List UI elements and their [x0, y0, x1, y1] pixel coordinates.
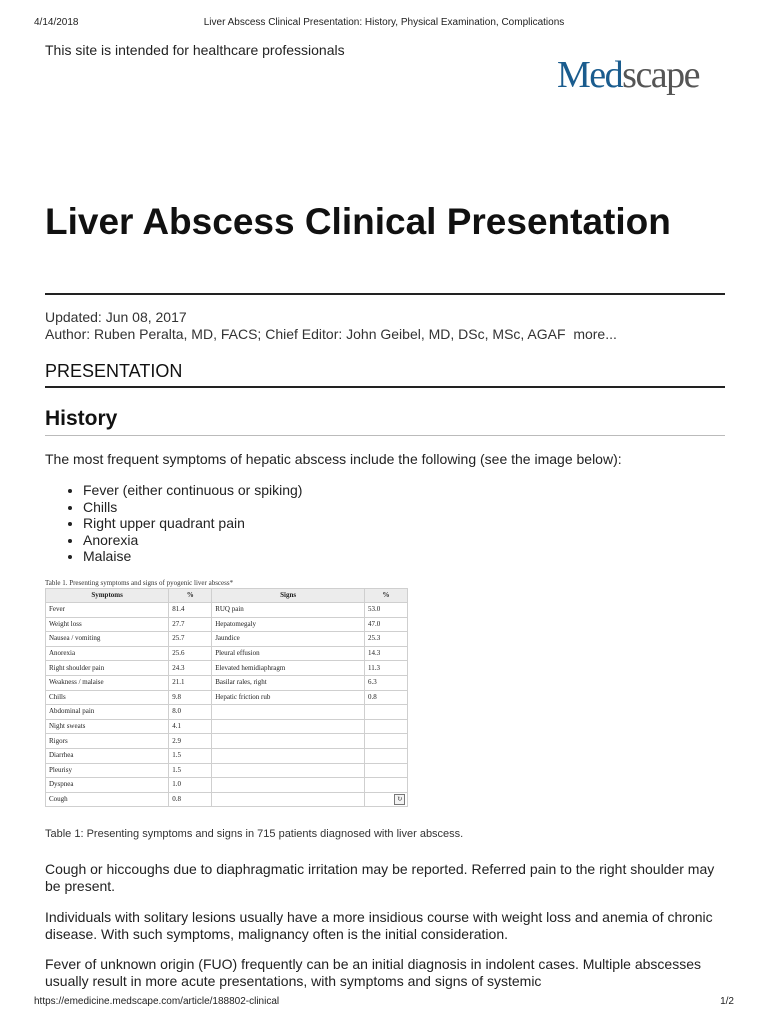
article-meta [45, 309, 617, 343]
sign-cell [212, 763, 365, 778]
list-item: • Fever (either continuous or spiking) [83, 482, 302, 499]
symptom-cell: Cough [46, 792, 169, 807]
table-row [46, 748, 408, 763]
symptom-cell: Anorexia [46, 646, 169, 661]
table-row [46, 661, 408, 676]
sign-cell [212, 719, 365, 734]
table-row [46, 617, 408, 632]
table-row [46, 763, 408, 778]
table-row [46, 675, 408, 690]
symptom-pct-cell: 1.0 [169, 778, 212, 793]
page-number: 1/2 [720, 996, 734, 1007]
symptom-cell: Nausea / vomiting [46, 632, 169, 647]
sign-pct-cell [365, 792, 408, 807]
list-item: • Chills [83, 499, 302, 516]
symptom-pct-cell: 25.7 [169, 632, 212, 647]
sign-pct-cell [365, 748, 408, 763]
sign-cell: Jaundice [212, 632, 365, 647]
table-header-row [46, 589, 408, 603]
paragraph-referred-pain: Cough or hiccoughs due to diaphragmatic irritation may be reported. Referred pain to the right shoulder may be present. [45, 861, 715, 894]
table-row [46, 778, 408, 793]
list-item: • Right upper quadrant pain [83, 515, 302, 532]
symptom-pct-cell: 2.9 [169, 734, 212, 749]
symptom-pct-cell: 25.6 [169, 646, 212, 661]
list-item: • Anorexia [83, 532, 302, 549]
section-label: PRESENTATION [45, 361, 183, 381]
header-signs-pct: % [365, 589, 408, 603]
history-intro: The most frequent symptoms of hepatic abscess include the following (see the image below): [45, 451, 622, 467]
table-caption: Table 1. Presenting symptoms and signs of pyogenic liver abscess* [45, 579, 234, 587]
expand-image-icon[interactable]: ↻ [394, 794, 405, 805]
sign-pct-cell [365, 705, 408, 720]
symptom-cell: Weakness / malaise [46, 675, 169, 690]
symptom-cell: Night sweats [46, 719, 169, 734]
sign-pct-cell: 6.3 [365, 675, 408, 690]
symptoms-table [45, 588, 408, 807]
sign-pct-cell [365, 734, 408, 749]
print-header [34, 17, 734, 31]
paragraph-solitary-lesions: Individuals with solitary lesions usually have a more insidious course with weight loss and anemia of chronic disease. With such symptoms, malignancy often is the initial consideration. [45, 909, 713, 942]
symptom-pct-cell: 4.1 [169, 719, 212, 734]
symptom-pct-cell: 24.3 [169, 661, 212, 676]
symptom-pct-cell: 27.7 [169, 617, 212, 632]
symptom-cell: Diarrhea [46, 748, 169, 763]
table-row [46, 734, 408, 749]
sign-pct-cell: 25.3 [365, 632, 408, 647]
article-title: Liver Abscess Clinical Presentation [45, 201, 671, 242]
sign-cell [212, 748, 365, 763]
sign-cell: Pleural effusion [212, 646, 365, 661]
author-line [45, 326, 617, 343]
more-link[interactable]: more... [573, 326, 617, 342]
header-signs: Signs [212, 589, 365, 603]
symptom-pct-cell: 81.4 [169, 603, 212, 618]
symptom-cell: Dyspnea [46, 778, 169, 793]
figure-caption: Table 1: Presenting symptoms and signs in 715 patients diagnosed with liver abscess. [45, 828, 464, 840]
sign-cell [212, 792, 365, 807]
list-item: • Malaise [83, 548, 302, 565]
symptom-cell: Right shoulder pain [46, 661, 169, 676]
symptom-pct-cell: 21.1 [169, 675, 212, 690]
sign-pct-cell: 0.8 [365, 690, 408, 705]
section-divider [45, 386, 725, 388]
history-heading: History [45, 407, 118, 430]
sign-cell: RUQ pain [212, 603, 365, 618]
symptom-cell: Pleurisy [46, 763, 169, 778]
sign-pct-cell: 11.3 [365, 661, 408, 676]
sign-pct-cell [365, 719, 408, 734]
symptom-pct-cell: 1.5 [169, 748, 212, 763]
print-page-title: Liver Abscess Clinical Presentation: History, Physical Examination, Complications [203, 17, 565, 28]
sign-cell [212, 734, 365, 749]
logo-med-text: Med [557, 54, 623, 96]
print-date: 4/14/2018 [34, 17, 79, 28]
professional-notice: This site is intended for healthcare professionals [45, 42, 345, 58]
sign-cell: Hepatic friction rub [212, 690, 365, 705]
symptom-pct-cell: 0.8 [169, 792, 212, 807]
updated-date: Updated: Jun 08, 2017 [45, 309, 187, 325]
logo-scape-text: scape [622, 54, 700, 96]
history-divider [45, 435, 725, 436]
sign-pct-cell [365, 778, 408, 793]
sign-cell [212, 778, 365, 793]
table-row [46, 719, 408, 734]
medscape-logo[interactable] [557, 56, 699, 94]
header-symptoms-pct: % [169, 589, 212, 603]
symptom-cell: Rigors [46, 734, 169, 749]
symptom-pct-cell: 8.0 [169, 705, 212, 720]
sign-cell: Hepatomegaly [212, 617, 365, 632]
sign-cell [212, 705, 365, 720]
sign-pct-cell: 47.0 [365, 617, 408, 632]
symptom-cell: Fever [46, 603, 169, 618]
table-row [46, 705, 408, 720]
sign-pct-cell: 14.3 [365, 646, 408, 661]
title-divider [45, 293, 725, 295]
symptoms-table-image[interactable] [45, 578, 409, 820]
sign-pct-cell: 53.0 [365, 603, 408, 618]
table-row [46, 603, 408, 618]
table-row [46, 646, 408, 661]
page-url: https://emedicine.medscape.com/article/188802-clinical [34, 996, 280, 1007]
sign-cell: Elevated hemidiaphragm [212, 661, 365, 676]
symptom-pct-cell: 1.5 [169, 763, 212, 778]
symptom-cell: Abdominal pain [46, 705, 169, 720]
header-symptoms: Symptoms [46, 589, 169, 603]
symptom-list [45, 482, 302, 565]
symptom-cell: Chills [46, 690, 169, 705]
table-row [46, 632, 408, 647]
sign-cell: Basilar rales, right [212, 675, 365, 690]
sign-pct-cell [365, 763, 408, 778]
paragraph-fuo: Fever of unknown origin (FUO) frequently can be an initial diagnosis in indolent cases. Multiple abscesses usually result in more acute presentations, with symptoms and signs of systemic [45, 956, 702, 989]
table-row [46, 690, 408, 705]
symptom-cell: Weight loss [46, 617, 169, 632]
author-text: Author: Ruben Peralta, MD, FACS; Chief Editor: John Geibel, MD, DSc, MSc, AGAF [45, 326, 566, 342]
symptom-pct-cell: 9.8 [169, 690, 212, 705]
table-row [46, 792, 408, 807]
